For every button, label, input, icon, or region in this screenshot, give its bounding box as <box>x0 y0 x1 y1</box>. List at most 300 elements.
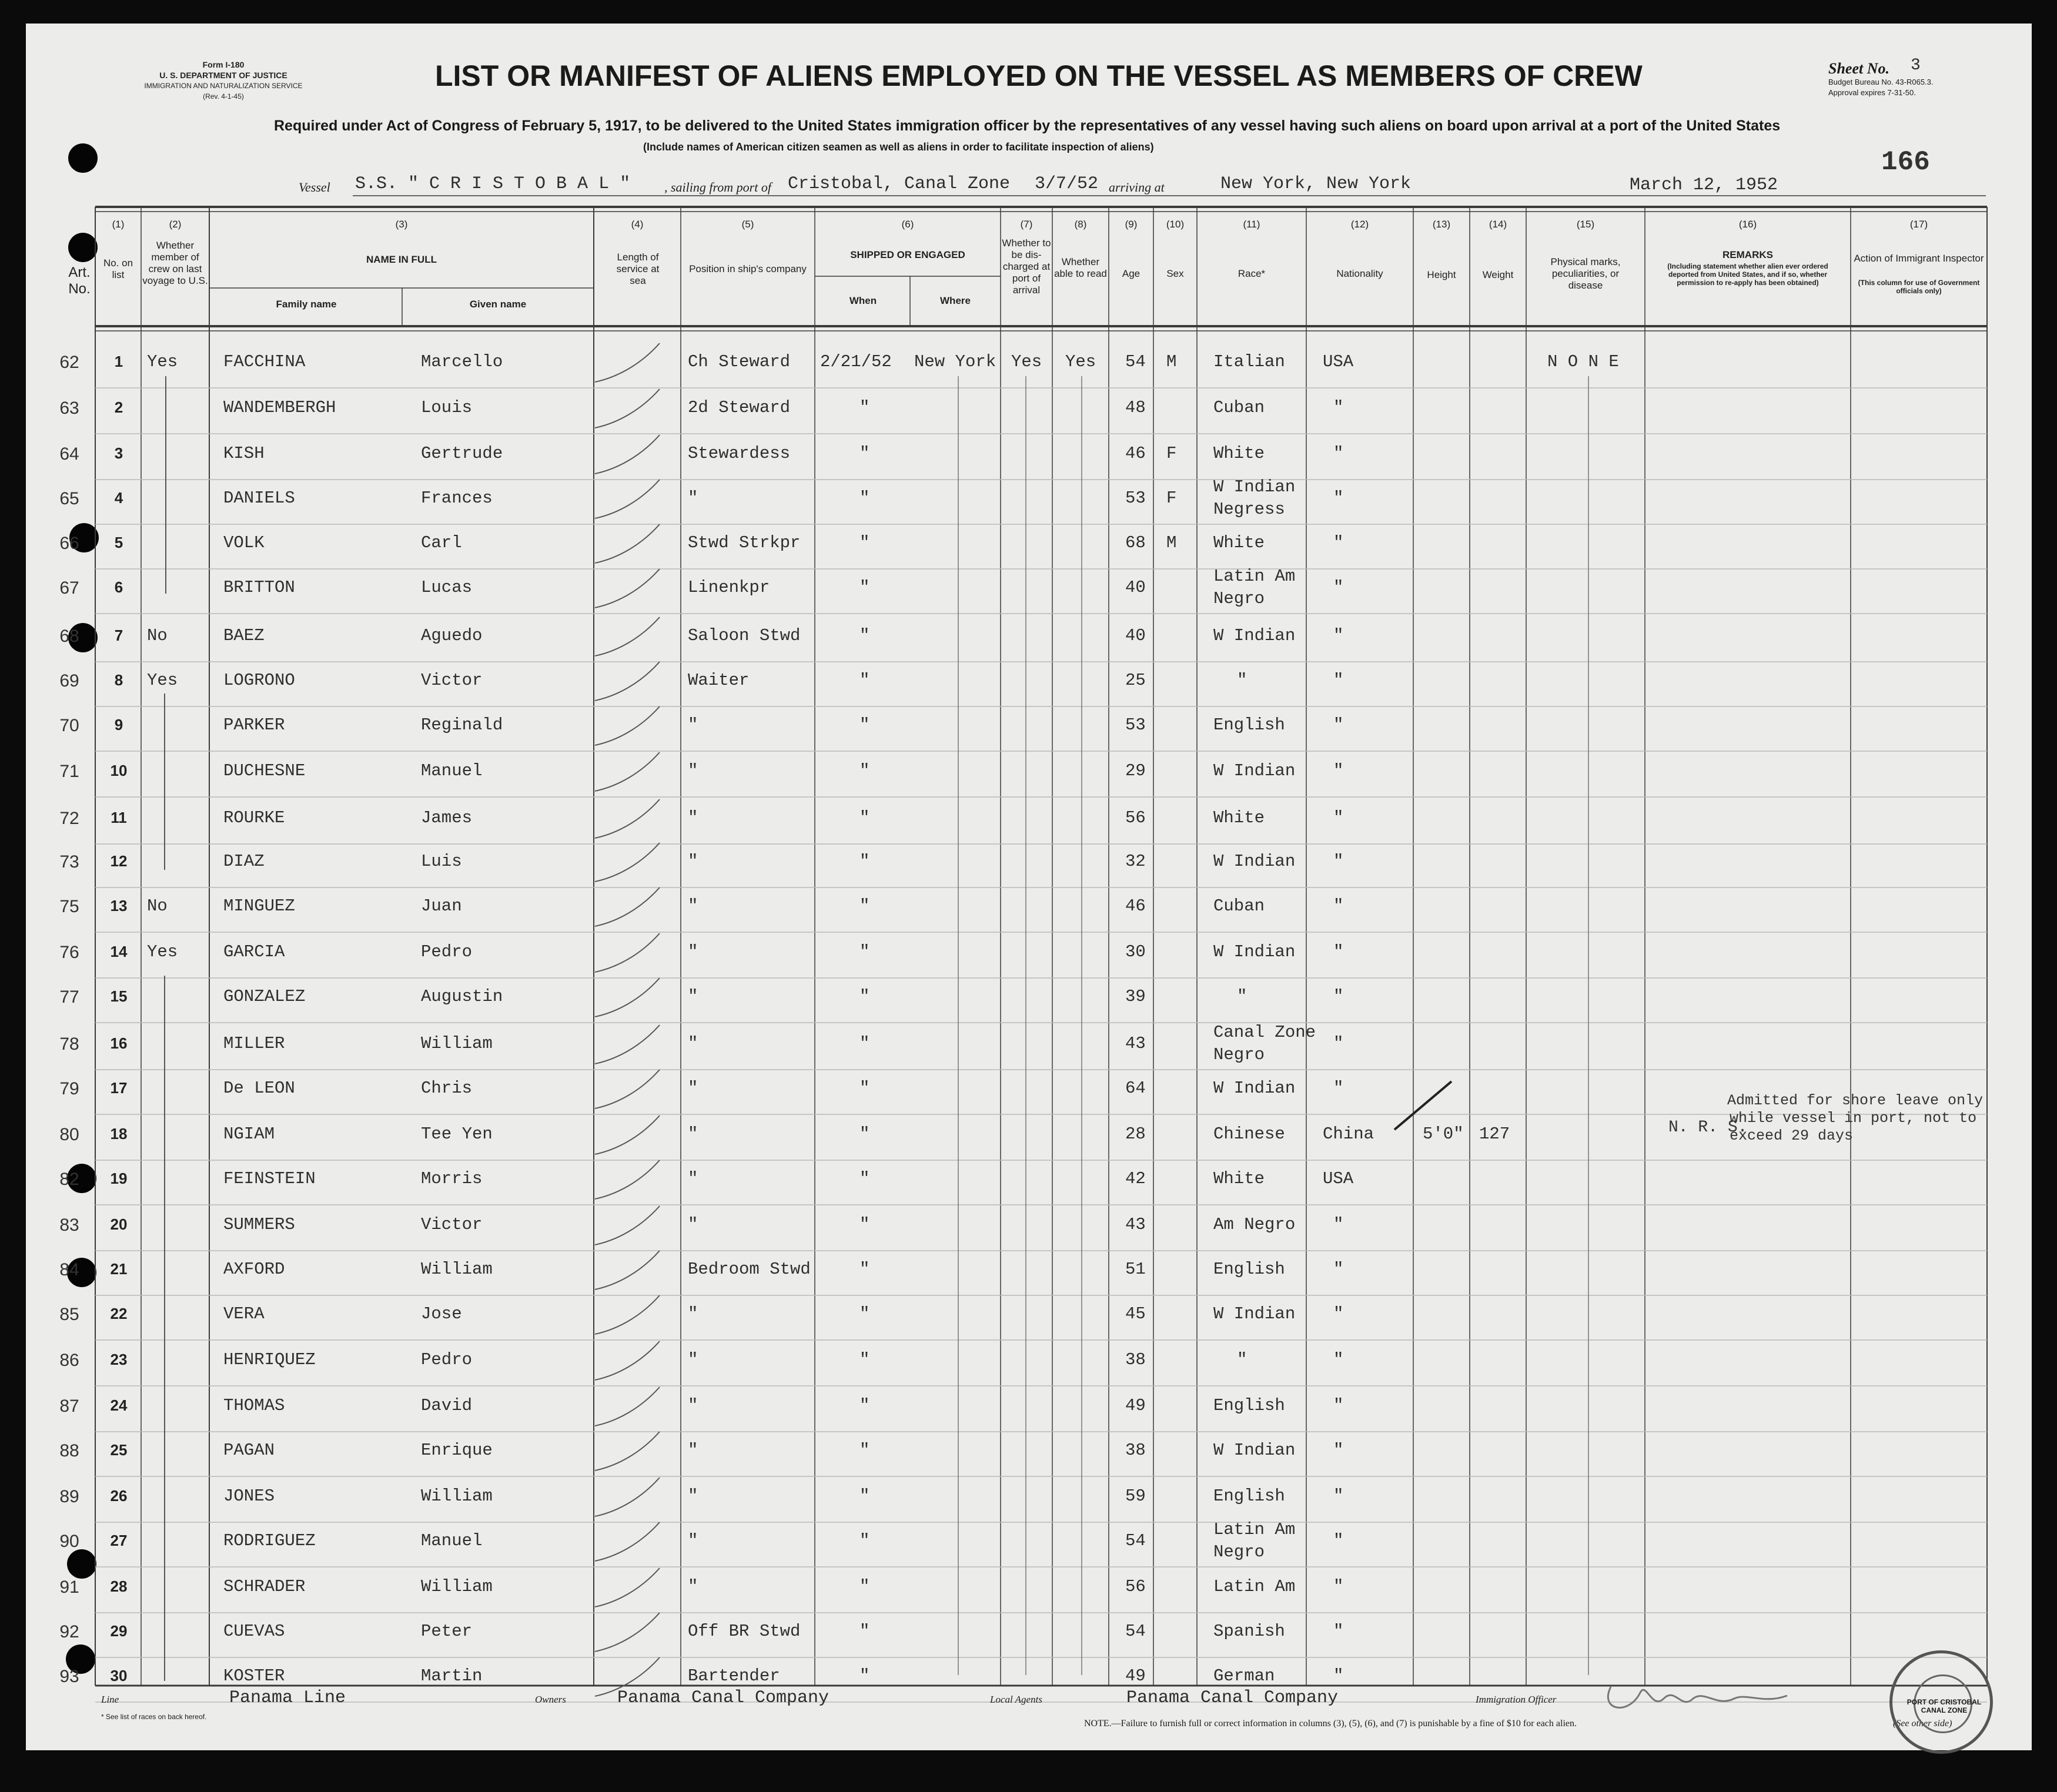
nationality: " <box>1333 671 1344 690</box>
col15-header: Physical marks, peculiarities, or disease <box>1550 256 1621 291</box>
race: Latin Am <box>1213 1577 1296 1596</box>
last-voyage-value: Yes <box>147 352 178 371</box>
shipped-when: " <box>859 808 870 828</box>
when-header: When <box>849 295 877 306</box>
col12-header: Nationality <box>1336 268 1383 279</box>
family-name: De LEON <box>223 1078 295 1098</box>
col7-header: Whether to be dis-charged at port of arrival <box>1002 237 1051 296</box>
nationality: " <box>1333 1396 1344 1415</box>
art-number: 67 <box>59 578 79 598</box>
stamp-text: PORT OF CRISTOBAL CANAL ZONE <box>1907 1698 1982 1714</box>
nationality: " <box>1333 1531 1344 1550</box>
art-number: 62 <box>59 353 79 372</box>
family-name: RODRIGUEZ <box>223 1531 316 1550</box>
race: " <box>1237 671 1247 690</box>
position: " <box>688 761 698 781</box>
arriving-label: arriving at <box>1109 180 1165 195</box>
family-name: LOGRONO <box>223 671 295 690</box>
discharged-value: Yes <box>1011 352 1042 371</box>
given-name: Marcello <box>421 352 503 371</box>
officer-signature <box>1587 1675 1834 1722</box>
family-name: MINGUEZ <box>223 896 295 916</box>
nationality: " <box>1333 852 1344 871</box>
nationality: " <box>1333 1486 1344 1506</box>
age: 42 <box>1125 1169 1146 1188</box>
race: White <box>1213 533 1265 552</box>
age: 53 <box>1125 488 1146 508</box>
family-name: JONES <box>223 1486 275 1506</box>
nationality: " <box>1333 626 1344 645</box>
sex: F <box>1166 444 1177 463</box>
race: W Indian <box>1213 1441 1296 1460</box>
list-number: 7 <box>114 627 123 644</box>
race: Cuban <box>1213 398 1265 417</box>
nationality: " <box>1333 761 1344 781</box>
race: W Indian Negress <box>1213 477 1296 519</box>
age: 46 <box>1125 896 1146 916</box>
col11-number: (11) <box>1243 219 1260 230</box>
race: W Indian <box>1213 1078 1296 1098</box>
position: Waiter <box>688 671 750 690</box>
col3-number: (3) <box>395 219 408 230</box>
service-tick <box>595 480 660 518</box>
position: " <box>688 1078 698 1098</box>
service-tick <box>595 1251 660 1289</box>
col7-number: (7) <box>1020 219 1033 230</box>
age: 43 <box>1125 1034 1146 1053</box>
given-name: Victor <box>421 1215 483 1234</box>
age: 54 <box>1125 1622 1146 1641</box>
nationality: " <box>1333 1034 1344 1053</box>
art-number: 87 <box>59 1396 79 1416</box>
age: 38 <box>1125 1441 1146 1460</box>
position: " <box>688 488 698 508</box>
nationality: " <box>1333 808 1344 828</box>
position: 2d Steward <box>688 398 791 417</box>
art-number: 65 <box>59 489 79 508</box>
nationality: " <box>1333 1622 1344 1641</box>
last-voyage-value: No <box>147 896 168 916</box>
art-number: 85 <box>59 1305 79 1324</box>
nationality: China <box>1323 1124 1374 1144</box>
given-name: Gertrude <box>421 444 503 463</box>
given-name: Manuel <box>421 1531 483 1550</box>
remark-nrs: N. R. S. <box>1668 1118 1748 1137</box>
family-name: GARCIA <box>223 942 285 962</box>
family-name: FEINSTEIN <box>223 1169 316 1188</box>
nationality: " <box>1333 398 1344 417</box>
service-tick <box>595 1613 660 1652</box>
age: 39 <box>1125 987 1146 1006</box>
art-number: 64 <box>59 444 79 464</box>
service-tick <box>595 1522 660 1561</box>
service-tick <box>595 933 660 972</box>
position: " <box>688 1486 698 1506</box>
age: 56 <box>1125 1577 1146 1596</box>
vessel-label: Vessel <box>299 180 330 195</box>
shipped-when: " <box>859 1577 870 1596</box>
nationality: " <box>1333 987 1344 1006</box>
race: Am Negro <box>1213 1215 1296 1234</box>
age: 38 <box>1125 1350 1146 1369</box>
family-name: AXFORD <box>223 1260 285 1279</box>
service: IMMIGRATION AND NATURALIZATION SERVICE <box>144 82 303 90</box>
service-tick <box>595 1387 660 1426</box>
shipped-when: " <box>859 578 870 597</box>
family-name: SUMMERS <box>223 1215 295 1234</box>
service-tick <box>595 1116 660 1154</box>
vessel-name: S.S. " C R I S T O B A L " <box>355 174 631 194</box>
age: 43 <box>1125 1215 1146 1234</box>
service-tick <box>595 1295 660 1334</box>
col9-header: Age <box>1122 268 1140 279</box>
list-number: 28 <box>110 1577 128 1595</box>
art-number: 86 <box>59 1351 79 1370</box>
form-number: Form I-180 <box>202 60 245 69</box>
shipped-when: " <box>859 987 870 1006</box>
owners-label: Owners <box>535 1694 566 1705</box>
list-number: 8 <box>114 671 123 689</box>
family-name: MILLER <box>223 1034 285 1053</box>
races-note: * See list of races on back hereof. <box>101 1713 207 1721</box>
art-number: 82 <box>59 1170 79 1189</box>
art-number: 89 <box>59 1487 79 1506</box>
shipped-when: 2/21/52 <box>820 352 892 371</box>
family-name: PARKER <box>223 715 285 735</box>
list-number: 3 <box>114 444 123 462</box>
art-number: 90 <box>59 1532 79 1551</box>
position: " <box>688 1577 698 1596</box>
sex: M <box>1166 533 1177 552</box>
service-tick <box>595 569 660 608</box>
race: W Indian <box>1213 626 1296 645</box>
list-number: 23 <box>110 1351 128 1368</box>
line-value: Panama Line <box>229 1688 346 1708</box>
remark-line-3: exceed 29 days <box>1730 1127 1854 1144</box>
list-number: 22 <box>110 1305 128 1322</box>
service-tick <box>595 343 660 382</box>
art-number: 76 <box>59 943 79 962</box>
race: Italian <box>1213 352 1285 371</box>
weight: 127 <box>1479 1124 1510 1144</box>
age: 28 <box>1125 1124 1146 1144</box>
shipped-when: " <box>859 444 870 463</box>
shipped-when: " <box>859 671 870 690</box>
position: Ch Steward <box>688 352 791 371</box>
race: Cuban <box>1213 896 1265 916</box>
family-name: BRITTON <box>223 578 295 597</box>
family-name: BAEZ <box>223 626 265 645</box>
list-number: 30 <box>110 1667 128 1684</box>
shipped-when: " <box>859 398 870 417</box>
shipped-when: " <box>859 533 870 552</box>
position: " <box>688 1034 698 1053</box>
shipped-when: " <box>859 1486 870 1506</box>
list-number: 6 <box>114 578 123 596</box>
family-name: HENRIQUEZ <box>223 1350 316 1369</box>
date-sailed: 3/7/52 <box>1035 174 1099 194</box>
position: " <box>688 987 698 1006</box>
line-label: Line <box>101 1694 119 1705</box>
given-name: Peter <box>421 1622 473 1641</box>
art-number: 84 <box>59 1260 79 1279</box>
race: Spanish <box>1213 1622 1285 1641</box>
sailing-label: , sailing from port of <box>664 180 771 195</box>
height: 5'0" <box>1423 1124 1464 1144</box>
service-tick <box>595 1070 660 1108</box>
nationality: " <box>1333 578 1344 597</box>
list-number: 15 <box>110 987 128 1005</box>
service-tick <box>595 1478 660 1516</box>
list-number: 29 <box>110 1622 128 1640</box>
given-name: David <box>421 1396 473 1415</box>
arrival-date: March 12, 1952 <box>1630 175 1778 195</box>
shipped-when: " <box>859 488 870 508</box>
race: " <box>1237 1350 1247 1369</box>
given-name: Pedro <box>421 942 473 962</box>
given-name: Jose <box>421 1304 462 1324</box>
art-number: 73 <box>59 852 79 872</box>
art-no-header: Art. No. <box>68 264 91 297</box>
col14-number: (14) <box>1489 219 1507 230</box>
race: White <box>1213 808 1265 828</box>
col11-header: Race* <box>1237 268 1266 279</box>
page-title: LIST OR MANIFEST OF ALIENS EMPLOYED ON THE VESSEL AS MEMBERS OF CREW <box>435 59 1643 92</box>
list-number: 17 <box>110 1079 128 1097</box>
col8-number: (8) <box>1074 219 1087 230</box>
nationality: " <box>1333 1078 1344 1098</box>
race: English <box>1213 1396 1285 1415</box>
col2-header: Whether member of crew on last voyage to U.S. <box>142 240 208 286</box>
age: 49 <box>1125 1666 1146 1686</box>
age: 68 <box>1125 533 1146 552</box>
service-tick <box>595 706 660 745</box>
shipped-when: " <box>859 715 870 735</box>
nationality: " <box>1333 1441 1344 1460</box>
col17-number: (17) <box>1909 219 1928 230</box>
list-number: 5 <box>114 534 123 551</box>
col1-number: (1) <box>112 219 125 230</box>
position: Linenkpr <box>688 578 770 597</box>
race: Chinese <box>1213 1124 1285 1144</box>
col3-header: NAME IN FULL <box>366 254 437 265</box>
last-voyage-value: Yes <box>147 671 178 690</box>
race: W Indian <box>1213 942 1296 962</box>
nationality: " <box>1333 1304 1344 1324</box>
age: 64 <box>1125 1078 1146 1098</box>
race: " <box>1237 987 1247 1006</box>
remark-line-2: while vessel in port, not to <box>1730 1110 1977 1127</box>
given-name: William <box>421 1577 493 1596</box>
family-name: KOSTER <box>223 1666 285 1686</box>
shipped-when: " <box>859 1350 870 1369</box>
art-number: 66 <box>59 534 79 553</box>
nationality: USA <box>1323 1169 1354 1188</box>
list-number: 1 <box>114 353 123 370</box>
list-number: 14 <box>110 943 128 960</box>
family-name: NGIAM <box>223 1124 275 1144</box>
age: 32 <box>1125 852 1146 871</box>
age: 46 <box>1125 444 1146 463</box>
family-name: GONZALEZ <box>223 987 306 1006</box>
given-name: Chris <box>421 1078 473 1098</box>
list-number: 27 <box>110 1532 128 1549</box>
position: Bartender <box>688 1666 780 1686</box>
position: " <box>688 1441 698 1460</box>
position: " <box>688 1304 698 1324</box>
stamp-number: 166 <box>1881 147 1930 177</box>
position: " <box>688 715 698 735</box>
given-name: Carl <box>421 533 462 552</box>
service-tick <box>595 887 660 926</box>
age: 49 <box>1125 1396 1146 1415</box>
able-to-read: Yes <box>1065 352 1096 371</box>
race: W Indian <box>1213 1304 1296 1324</box>
art-number: 78 <box>59 1034 79 1054</box>
age: 54 <box>1125 352 1146 371</box>
list-number: 26 <box>110 1487 128 1505</box>
list-number: 18 <box>110 1125 128 1143</box>
given-name: Martin <box>421 1666 483 1686</box>
age: 45 <box>1125 1304 1146 1324</box>
where-header: Where <box>940 295 971 306</box>
sex: F <box>1166 488 1177 508</box>
given-name: Lucas <box>421 578 473 597</box>
age: 56 <box>1125 808 1146 828</box>
page-subtitle: Required under Act of Congress of February 5, 1917, to be delivered to the United States immigration officer by the representatives of any vessel having such aliens on board upon arrival at a port of the United States <box>274 118 1781 134</box>
position: " <box>688 1169 698 1188</box>
last-voyage-value: Yes <box>147 942 178 962</box>
art-number: 77 <box>59 987 79 1007</box>
nationality: " <box>1333 942 1344 962</box>
service-tick <box>595 435 660 474</box>
sheet-number: 3 <box>1911 56 1921 75</box>
service-tick <box>595 1025 660 1064</box>
given-name: Tee Yen <box>421 1124 493 1144</box>
position: " <box>688 1350 698 1369</box>
list-number: 19 <box>110 1170 128 1187</box>
col9-number: (9) <box>1125 219 1138 230</box>
position: Bedroom Stwd <box>688 1260 811 1279</box>
family-name: CUEVAS <box>223 1622 285 1641</box>
list-number: 2 <box>114 398 123 416</box>
given-name: Reginald <box>421 715 503 735</box>
nationality: " <box>1333 1577 1344 1596</box>
nationality: " <box>1333 1260 1344 1279</box>
physical-marks: N O N E <box>1547 352 1619 371</box>
col12-number: (12) <box>1350 219 1369 230</box>
last-voyage-value: No <box>147 626 168 645</box>
list-number: 4 <box>114 489 123 507</box>
family-name: DIAZ <box>223 852 265 871</box>
nationality: " <box>1333 444 1344 463</box>
service-tick <box>595 1206 660 1245</box>
art-number: 93 <box>59 1667 79 1686</box>
family-name-header: Family name <box>276 299 337 310</box>
nationality: " <box>1333 533 1344 552</box>
given-name: Frances <box>421 488 493 508</box>
shipped-when: " <box>859 1078 870 1098</box>
given-name-header: Given name <box>469 299 527 310</box>
position: " <box>688 808 698 828</box>
shipped-when: " <box>859 1169 870 1188</box>
service-tick <box>595 799 660 838</box>
see-other-side: (See other side) <box>1893 1719 1952 1729</box>
service-tick <box>595 1568 660 1607</box>
penalty-note: NOTE.—Failure to furnish full or correct information in columns (3), (5), (6), and (7) is punishable by a fine of $10 for each alien. <box>1084 1719 1577 1729</box>
family-name: ROURKE <box>223 808 285 828</box>
position: " <box>688 896 698 916</box>
col10-header: Sex <box>1166 268 1184 279</box>
position: " <box>688 1215 698 1234</box>
art-number: 91 <box>59 1577 79 1597</box>
col10-number: (10) <box>1166 219 1185 230</box>
given-name: Pedro <box>421 1350 473 1369</box>
age: 59 <box>1125 1486 1146 1506</box>
service-tick <box>595 662 660 701</box>
art-number: 68 <box>59 627 79 646</box>
officer-label: Immigration Officer <box>1476 1694 1557 1705</box>
shipped-when: " <box>859 852 870 871</box>
given-name: Augustin <box>421 987 503 1006</box>
age: 25 <box>1125 671 1146 690</box>
given-name: Luis <box>421 852 462 871</box>
given-name: William <box>421 1486 493 1506</box>
approval-expiry: Approval expires 7-31-50. <box>1828 88 1916 97</box>
col17-note: (This column for use of Government officials only) <box>1858 279 1980 295</box>
nationality: " <box>1333 488 1344 508</box>
race: Canal Zone Negro <box>1213 1023 1316 1064</box>
given-name: Louis <box>421 398 473 417</box>
shipped-when: " <box>859 1124 870 1144</box>
col15-number: (15) <box>1576 219 1595 230</box>
sheet-label: Sheet No. <box>1828 60 1889 77</box>
port-from: Cristobal, Canal Zone <box>788 174 1011 194</box>
shipped-when: " <box>859 1304 870 1324</box>
agents-value: Panama Canal Company <box>1126 1688 1339 1708</box>
shipped-where: New York <box>914 352 996 371</box>
given-name: James <box>421 808 473 828</box>
art-number: 72 <box>59 809 79 828</box>
col16-number: (16) <box>1738 219 1757 230</box>
sex: M <box>1166 352 1177 371</box>
col1-header: No. on list <box>103 257 133 280</box>
art-number: 75 <box>59 897 79 916</box>
shipped-when: " <box>859 626 870 645</box>
service-tick <box>595 1160 660 1199</box>
shipped-when: " <box>859 942 870 962</box>
col4-number: (4) <box>631 219 644 230</box>
age: 54 <box>1125 1531 1146 1550</box>
race: Latin Am Negro <box>1213 567 1296 608</box>
nationality: " <box>1333 1215 1344 1234</box>
race: W Indian <box>1213 852 1296 871</box>
shipped-when: " <box>859 1622 870 1641</box>
owners-value: Panama Canal Company <box>617 1688 830 1708</box>
race: White <box>1213 1169 1265 1188</box>
race: German <box>1213 1666 1275 1686</box>
family-name: DANIELS <box>223 488 295 508</box>
nationality: " <box>1333 715 1344 735</box>
nationality: USA <box>1323 352 1354 371</box>
shipped-when: " <box>859 1441 870 1460</box>
shipped-when: " <box>859 1666 870 1686</box>
family-name: FACCHINA <box>223 352 306 371</box>
agents-label: Local Agents <box>990 1694 1042 1705</box>
list-number: 24 <box>110 1396 128 1414</box>
family-name: SCHRADER <box>223 1577 306 1596</box>
revision: (Rev. 4-1-45) <box>203 92 244 101</box>
